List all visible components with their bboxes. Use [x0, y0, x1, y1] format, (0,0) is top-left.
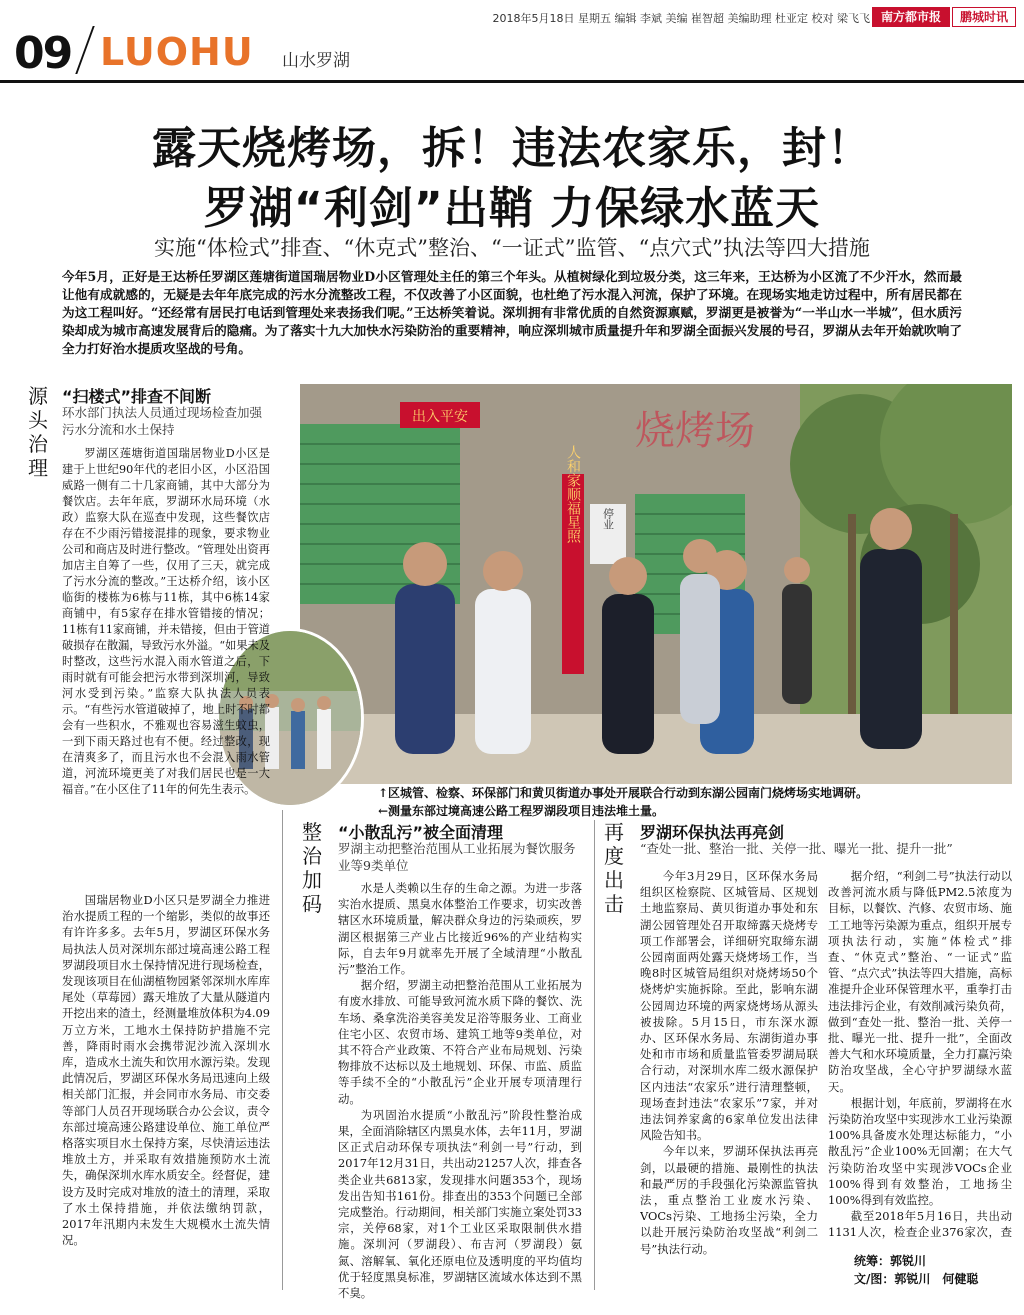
headline-line1: 露天烧烤场，拆！违法农家乐，封！	[152, 123, 872, 174]
section3-subheading: “查处一批、整治一批、关停一批、曝光一批、提升一批”	[640, 841, 953, 856]
photo-sign-couplet: 人和家顺福星照	[565, 445, 581, 543]
section2-heading: “小散乱污”被全面清理	[338, 823, 504, 842]
photo-sign-wall: 烧烤场	[635, 408, 755, 454]
section-title: LUOHU	[100, 30, 254, 74]
section2-vertical-title: 整治加码	[302, 820, 322, 916]
photo-sign-closed: 停业	[601, 508, 615, 530]
byline	[854, 1252, 978, 1288]
intro-paragraph: 今年5月，正好是王达桥任罗湖区莲塘街道国瑞居物业D小区管理处主任的第三个年头。从植树绿化到垃圾分类，这三年来，王达桥为小区流了不少汗水，然而最让他有成就感的，无疑是去年年底完成的污水分流整改工程，不仅改善了小区面貌，也杜绝了污水混入河流，保护了环境。在现场实地走访过程中，所有居民都在为这工程叫好。“还经常有居民打电话到管理处来表扬我们呢。”王达桥笑着说。深圳拥有非常优质的自然资源禀赋，罗湖更是被誉为“一半山水一半城”，但水质污染却成为城市高速发展背后的隐痛。为了落实十九大加快水污染防治的重要精神，响应深圳城市质量提升年和罗湖全面振兴发展的号召，罗湖从去年开始就吹响了全力打好治水提质攻坚战的号角。	[62, 269, 962, 356]
page-meta: 2018年5月18日 星期五 编辑 李斌 美编 崔智超 美编助理 杜亚定 校对 梁飞飞	[492, 12, 870, 25]
section2-para: 据介绍，罗湖主动把整治范围从工业拓展为有废水排放、可能导致河流水质下降的餐饮、洗车场、桑拿洗浴美容美发足浴等服务业、工商业住宅小区、农贸市场、建筑工地等9类单位，对其不符合产业政策、不符合产业布局规划、污染物排放不达标以及土地规划、环保、市监、质监等手续不全的“小散乱污”企业开展专项清理行动。	[338, 978, 582, 1106]
section3-para: 根据计划，年底前，罗湖将在水污染防治攻坚中实现涉水工业污染源100%具备废水处理达标能力，“小散乱污”企业100%无回潮；在大气污染防治攻坚中实现涉VOCs企业100%得到有效整治，工地扬尘100%得到有效监控。	[828, 1095, 1012, 1208]
section1-para: 国瑞居物业D小区只是罗湖全力推进治水提质工程的一个缩影，类似的故事还有许许多多。去年5月，罗湖区环保水务局执法人员对深圳东部过境高速公路工程罗湖段项目水土保持情况进行现场检查，发现该项目在仙湖植物园紧邻深圳水库库尾处（草莓园）露天堆放了大量从隧道内开挖出来的渣土，经测量堆放体积为4.09万立方米，工地水土保持防护措施不完善，降雨时雨水会携带泥沙流入深圳水库，造成水土流失和饮用水源污染。发现此情况后，罗湖区环保水务局迅速向上级相关部门汇报，并会同市水务局、市交委等部门人员召开现场联合办公会议，责令东部过境高速公路建设单位、施工单位严格落实项目水土保持方案，尽快清运违法堆放土方，并采取有效措施预防水土流失，确保深圳水库水质安全。经督促，建设方及时完成对堆放的渣土的清理，采取了水土保持措施，并依法缴纳罚款，2017年汛期内未发生大规模水土流失情况。	[62, 893, 270, 1248]
sub-headline: 实施“体检式”排查、“休克式”整治、“一证式”监管、“点穴式”执法等四大措施	[154, 236, 870, 260]
section3-heading: 罗湖环保执法再亮剑	[640, 823, 785, 842]
section2-para: 为巩固治水提质“小散乱污”阶段性整治成果，全面消除辖区内黑臭水体，去年11月，罗湖区正式启动环保专项执法“利剑一号”行动，到2017年12月31日，共出动21257人次，排查各类企业共6813家，发现排水问题353个，现场发出告知书161份。排查出的353个问题已全部完成整治。行动期间，相关部门实施立案处罚33宗，关停68家，对1个工业区采取限制供水措施。深圳河（罗湖段）、布吉河（罗湖段）氨氮、溶解氧、氧化还原电位及透明度的平均值均优于轻度黑臭标准，罗湖辖区流域水体达到不黑不臭。	[338, 1107, 582, 1301]
page-number: 09	[14, 28, 72, 79]
section3-vertical-title: 再度出击	[604, 820, 624, 916]
section1-subheading: 环水部门执法人员通过现场检查加强污水分流和水土保持	[62, 405, 263, 437]
byline-coordinator: 统筹：郭锐川	[854, 1254, 927, 1268]
section1-para: 罗湖区莲塘街道国瑞居物业D小区是建于上世纪90年代的老旧小区，小区沿国威路一侧有二十几家商铺，其中大部分为餐饮店。去年年底，罗湖环水局环境（水政）监察大队在巡查中发现，这些餐饮店存在不少雨污错接混排的现象，要求物业公司和商店及时进行整改。“管理处出资再加店主自筹了一些，仅用了三天，就完成了污水分流的整改。”王达桥介绍，该小区临街的楼栋为6栋与11栋，其中6栋14家商铺中，有5家存在排水管错接的情况；11栋有11家商铺，并未错接，但由于管道破损存在散漏，导致污水外溢。“如果未及时整改，这些污水混入雨水管道之后，下雨时就有可能会把污水带到深圳河，导致河水受到污染。”监察大队执法人员表示。“有些污水管道破掉了，地上时不时都会有一些积水，不雅观也容易滋生蚊虫，一到下雨天路过也有不便。经过整改，现在清爽多了，而且污水也不会混入雨水管道，河流环境更美了对我们居民也是一大福音。”在小区住了11年的何先生表示。	[62, 447, 270, 796]
brand-logo: 南方都市报	[872, 7, 950, 27]
section3-para: 截至2018年5月16日，共出动1131人次，检查企业376家次，查	[828, 1209, 1012, 1240]
photo-caption-1: ↑区城管、检察、环保部门和黄贝街道办事处开展联合行动到东湖公园南门烧烤场实地调研。	[378, 786, 869, 800]
section3-para: 据介绍，“利剑二号”执法行动以改善河流水质与降低PM2.5浓度为目标，以餐饮、汽修、农贸市场、施工工地等污染源为重点，组织开展专项执法行动，实施“体检式”排查、“休克式”整治、“一证式”监管、“点穴式”执法等四大措施，高标准提升企业环保管理水平，重拳打击违法排污企业，有效削减污染负荷，做到“查处一批、整治一批、关停一批、曝光一批、提升一批”，全面改善大气和水环境质量，全力打赢污染防治攻坚战，全心守护罗湖绿水蓝天。	[828, 869, 1012, 1094]
section2-subheading: 罗湖主动把整治范围从工业拓展为餐饮服务业等9类单位	[338, 841, 576, 873]
section2-para: 水是人类赖以生存的生命之源。为进一步落实治水提质、黑臭水体整治工作要求，切实改善辖区水环境质量，解决群众身边的污染顽疾，罗湖区根据第三产业占比接近96%的产业结构实际，自去年9月就率先开展了全域清理“小散乱污”整治工作。	[338, 881, 582, 977]
header-rule	[0, 80, 1024, 83]
section1-heading: “扫楼式”排查不间断	[62, 387, 212, 406]
headline-line2: 罗湖“利剑”出鞘 力保绿水蓝天	[203, 183, 821, 234]
header-slash	[75, 26, 94, 74]
section3-para: 今年以来，罗湖环保执法再亮剑，以最硬的措施、最刚性的执法和最严厉的手段强化污染源监管执法，重点整治工业废水污染、VOCs污染、工地扬尘污染，全力以赴开展污染防治攻坚战“利剑二号”执法行动。	[640, 1144, 818, 1256]
column-divider	[282, 810, 283, 1290]
section3-body-continued	[828, 868, 1012, 1240]
section2-body	[338, 880, 582, 1305]
photo-caption-2: ←测量东部过境高速公路工程罗湖段项目违法堆土量。	[378, 804, 665, 818]
column-divider	[594, 820, 595, 1290]
main-photo	[300, 384, 1012, 784]
section1-body-continued	[62, 892, 270, 1248]
section1-body	[62, 446, 270, 886]
section-subtitle: 山水罗湖	[282, 51, 350, 71]
photo-sign-store: 出入平安	[412, 409, 468, 425]
section3-body	[640, 868, 818, 1286]
section1-vertical-title: 源头治理	[28, 384, 48, 480]
section3-para: 今年3月29日，区环保水务局组织区检察院、区城管局、区规划土地监察局、黄贝街道办事处和东湖公园管理处召开取缔露天烧烤专项工作部署会，详细研究取缔东湖公园南面两处露天烧烤场工作，当晚8时区城管局组织对烧烤场50个烧烤炉实施拆除。至此，影响东湖公园周边环境的两家烧烤场从源头被拔除。5月15日，市东深水源办、区环保水务局、东湖街道办事处和市市场和质量监管委罗湖局联合行动，对深圳水库二级水源保护区内违法“农家乐”进行清理整顿，现场查封违法“农家乐”7家，并对违法饲养家禽的6家单位发出法律风险告知书。	[640, 869, 818, 1143]
brand-logo-secondary: 鹏城时讯	[952, 7, 1016, 27]
byline-author: 文/图：郭锐川 何健聪	[854, 1272, 979, 1286]
